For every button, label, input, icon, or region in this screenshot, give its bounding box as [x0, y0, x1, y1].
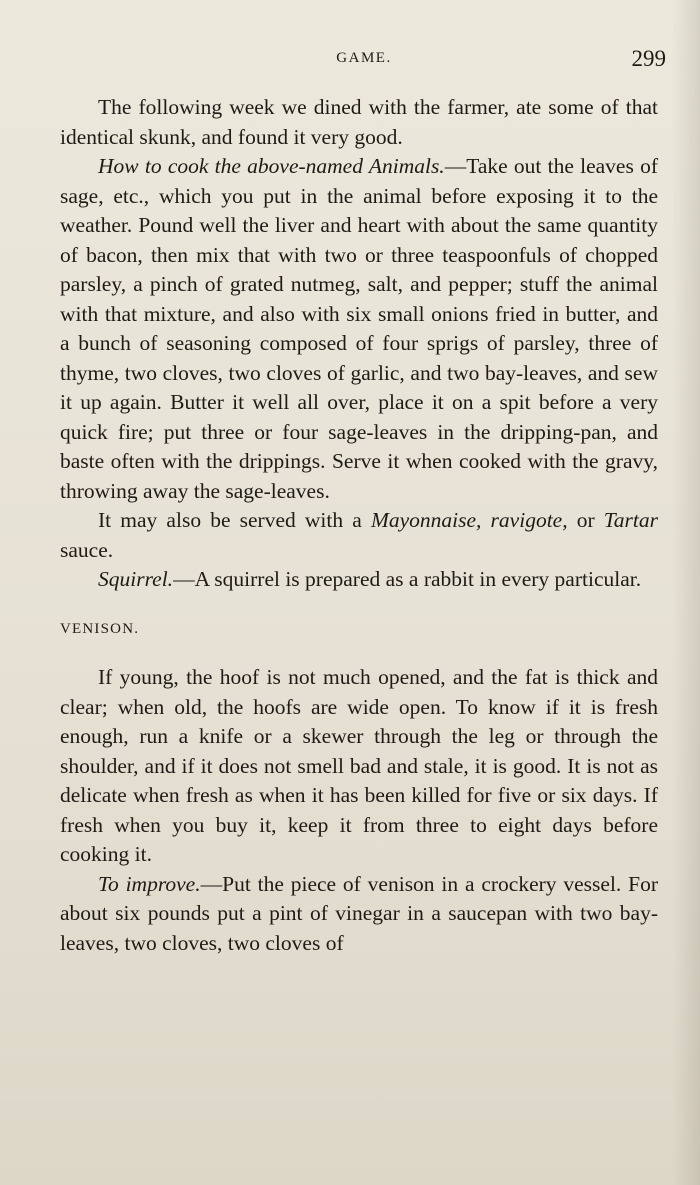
paragraph-sauces	[60, 506, 658, 565]
paragraph-title: To improve.	[98, 871, 201, 896]
paragraph-text: or	[567, 508, 604, 532]
paragraph-venison-freshness: If young, the hoof is not much opened, and the fat is thick and clear; when old, the hoofs are wide open. To know if it is fresh enough, run a knife or a skewer through the leg or through the shoulder, and if it does not smell bad and stale, it is good. It is not as delicate when fresh as when it has been killed for five or six days. If fresh when you buy it, keep it from three to eight days before cooking it.	[60, 665, 658, 866]
paragraph-title: How to cook the above-named Animals.	[98, 154, 445, 178]
page-edge-shadow	[672, 0, 700, 1185]
paragraph-title: Squirrel.	[98, 567, 174, 591]
sauce-name-tartar: Tartar	[603, 508, 658, 532]
paragraph-text: —Take out the leaves of sage, etc., which you put in the animal before exposing it to the weather. Pound well the liver and heart with about the same quantity of bacon, then mix that with two or three teaspoonfuls of chopped parsley, a pinch of grated nutmeg, salt, and pepper; stuff the animal with that mixture, and also with six small onions fried in butter, and a bunch of seasoning composed of four sprigs of parsley, three of thyme, two cloves, two cloves of garlic, and two bay-leaves, and sew it up again. Butter it well all over, place it on a spit before a very quick fire; put three or four sage-leaves in the dripping-pan, and baste often with the drippings. Serve it when cooked with the gravy, throwing away the sage-leaves.	[60, 154, 658, 503]
paragraph-text: —A squirrel is prepared as a rabbit in every particular.	[173, 567, 642, 591]
page-body	[60, 93, 658, 958]
paragraph-squirrel	[60, 565, 658, 595]
paragraph-how-to-cook	[60, 152, 658, 506]
paragraph-text: sauce.	[60, 537, 114, 562]
paragraph-text: It may also be served with a	[98, 508, 371, 532]
page-header	[60, 46, 668, 80]
running-title: GAME.	[336, 50, 392, 66]
sauce-name-mayonnaise: Mayonnaise, ravigote,	[370, 508, 568, 532]
paragraph-text: —Put the piece of venison in a crockery vessel. For about six pounds put a pint of vinegar in a saucepan with two bay-leaves, two cloves, two cloves of	[60, 871, 659, 955]
paragraph-skunk-dinner: The following week we dined with the farmer, ate some of that identical skunk, and found it very good.	[60, 95, 658, 149]
section-heading-venison: VENISON.	[60, 620, 140, 637]
paragraph-to-improve	[60, 870, 658, 959]
page-number: 299	[631, 46, 666, 71]
